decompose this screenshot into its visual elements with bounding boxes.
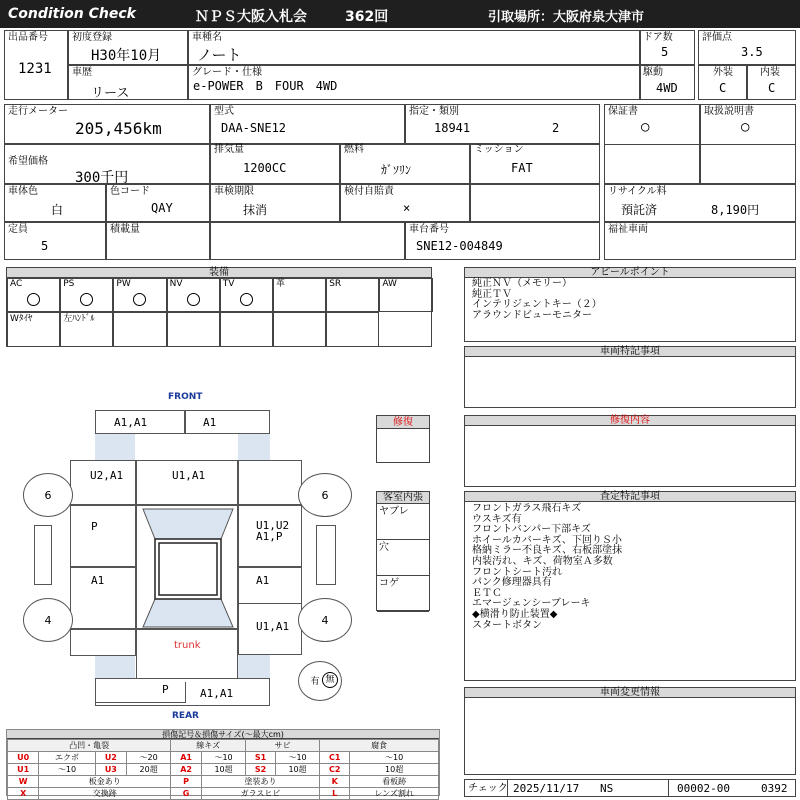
equipment-label: SR [329, 279, 342, 289]
legend-row: X 交換跡 G ガラスヒビ L レンズ割れ [8, 788, 439, 800]
fuel-value: ｶﾞｿﾘﾝ [381, 163, 412, 177]
color-value: 白 [51, 203, 64, 217]
manual-mark: ○ [741, 119, 750, 135]
inspection-box [210, 184, 340, 222]
checker-initials: NS [600, 782, 614, 795]
corner-fl [95, 434, 135, 460]
interior-label: 内装 [760, 67, 780, 78]
equipment-cell-row2 [60, 312, 113, 347]
exterior-label: 外装 [713, 67, 733, 78]
model-box [210, 104, 405, 144]
panel-rear-door-right: A1 [238, 567, 302, 629]
rear-bumper-line [95, 703, 270, 706]
equipment-check-icon [27, 293, 40, 306]
mirror-left [34, 525, 52, 585]
recycle-fee: 8,190円 [711, 203, 760, 217]
legend-table [7, 739, 439, 800]
doors-box [640, 30, 695, 65]
color-box [4, 184, 106, 222]
mission-box [470, 144, 600, 184]
grade-label: グレード・仕様 [192, 67, 262, 78]
grade-value: e-POWER B FOUR 4WD [193, 79, 338, 93]
displacement-label: 排気量 [214, 144, 244, 155]
auction-round: 362回 [345, 9, 389, 25]
capacity-value: 5 [41, 239, 49, 253]
drive-value: 4WD [656, 81, 678, 95]
load-label: 積載量 [110, 224, 140, 235]
panel-front-bumper-left: A1,A1 [95, 410, 185, 434]
model-label: 型式 [214, 106, 234, 117]
mileage-box [4, 104, 210, 144]
price-value: 300千円 [75, 170, 129, 186]
equipment-title: 装備 [7, 268, 431, 278]
tire-rear-left: 4 [23, 598, 73, 642]
cabin-row-label: コゲ [379, 578, 399, 589]
insurance-label: 検付自賠責 [344, 186, 394, 197]
front-label: FRONT [168, 392, 203, 402]
panel-fender-fr [238, 460, 302, 505]
car-name-label: 車種名 [192, 32, 222, 43]
appeal-list: 純正ＮＶ（メモリー） 純正ＴＶ インテリジェントキー（２） アラウンドビューモニター [472, 278, 602, 321]
blank-box-1 [470, 184, 600, 222]
equipment-cell-row2 [220, 312, 273, 347]
equipment-cell-TV [220, 278, 273, 312]
pickup-location: 引取場所：大阪府泉大津市 [488, 10, 645, 25]
equipment-label: 革 [276, 279, 286, 289]
equipment-cell-革 [273, 278, 326, 312]
capacity-label: 定員 [8, 224, 28, 235]
welfare-box [604, 222, 796, 260]
cabin-row-label: 穴 [379, 542, 389, 553]
equipment-check-icon [80, 293, 93, 306]
score-box [698, 30, 796, 65]
manual-box [700, 104, 796, 184]
inspection-notes-panel [464, 491, 796, 681]
legend-group-row: 凸凹・亀裂 線キズ サビ 腐食 [8, 740, 439, 752]
cabin-row [377, 540, 429, 576]
roof-glass-shape [137, 506, 239, 630]
registration-value: H30年10月 [91, 48, 162, 64]
legend-row: U0 エクボ U2 〜20 A1 〜10 S1 〜10 C1 〜10 [8, 752, 439, 764]
panel-rear-door-left: A1 [70, 567, 136, 629]
repair-detail-title: 修復内容 [465, 416, 795, 426]
footer-number: 0392 [761, 782, 788, 795]
legend-row: W 板金あり P 塗装あり K 看板跡 [8, 776, 439, 788]
history-box [68, 65, 188, 100]
equipment-cell-AC [7, 278, 60, 312]
special-title: 車両特記事項 [465, 347, 795, 357]
color-code-value: QAY [151, 201, 173, 215]
corner-fr [238, 434, 270, 460]
welfare-label: 福祉車両 [608, 224, 648, 235]
panel-quarter-left [70, 629, 136, 656]
change-info-panel [464, 687, 796, 775]
equipment-label: NV [169, 279, 183, 289]
displacement-value: 1200CC [243, 161, 287, 175]
equipment-check-icon [240, 293, 253, 306]
cabin-row [377, 504, 429, 540]
recycle-label: リサイクル料 [608, 186, 667, 197]
inspection-value: 抹消 [243, 203, 268, 217]
panel-quarter-right: U1,A1 [238, 603, 302, 655]
panel-roof [136, 505, 238, 629]
cabin-row-label: ヤブレ [379, 506, 409, 517]
manual-label: 取扱説明書 [704, 106, 754, 117]
exterior-value: C [719, 81, 727, 95]
car-name-value: ノート [197, 46, 242, 64]
check-label: チェック [468, 783, 508, 794]
capacity-box [4, 222, 106, 260]
equipment-label: TV [222, 279, 235, 289]
doors-label: ドア数 [643, 32, 673, 43]
cabin-title: 客室内張 [377, 492, 429, 504]
color-label: 車体色 [8, 186, 38, 197]
warranty-mark: ○ [641, 119, 650, 135]
score-label: 評価点 [702, 32, 732, 43]
insurance-box [340, 184, 470, 222]
check-date: 2025/11/17 [513, 782, 580, 795]
panel-front-bumper-right: A1 [185, 410, 270, 434]
chassis-label: 車台番号 [409, 224, 449, 235]
equipment-cell-row2 [326, 312, 379, 347]
model-value: DAA-SNE12 [221, 121, 287, 135]
car-name-box [188, 30, 640, 65]
designation-label: 指定・類別 [409, 106, 459, 117]
corner-rl [95, 656, 135, 678]
warranty-label: 保証書 [608, 106, 638, 117]
color-code-label: 色コード [110, 186, 150, 197]
recycle-box [604, 184, 796, 222]
footer-code: 00002-00 [677, 782, 730, 795]
cabin-row [377, 576, 429, 612]
equipment-label: PW [116, 279, 131, 289]
interior-box [747, 65, 796, 100]
doors-value: 5 [661, 45, 669, 59]
load-box [106, 222, 210, 260]
spare-label: 有 [310, 677, 320, 687]
mirror-right [316, 525, 336, 585]
change-info-title: 車両変更情報 [465, 688, 795, 698]
price-label: 希望価格 [8, 156, 48, 167]
equipment-cell-PS [60, 278, 113, 312]
legend-title: 損傷記号＆損傷サイズ(〜最大cm) [7, 730, 439, 739]
inspection-label: 車検期限 [214, 186, 254, 197]
corner-rr [238, 655, 270, 679]
equipment-check-icon [133, 293, 146, 306]
tire-rear-right: 4 [298, 598, 352, 642]
displacement-box [210, 144, 340, 184]
equipment-cell-NV [167, 278, 220, 312]
spare-mark: 無 [322, 672, 338, 688]
inspection-notes-title: 査定特記事項 [465, 492, 795, 502]
repair-box [376, 415, 430, 463]
grade-box [188, 65, 640, 100]
appeal-title: アピールポイント [465, 268, 795, 278]
panel-trunk: trunk [136, 629, 238, 679]
designation-value: 18941 [434, 121, 471, 135]
equipment-cell-row2 [7, 312, 60, 347]
repair-box-title: 修復 [377, 416, 429, 429]
equipment-label: 左ﾊﾝﾄﾞﾙ [63, 314, 95, 324]
recycle-status: 預託済 [621, 203, 658, 217]
price-box [4, 144, 210, 184]
tire-front-left: 6 [23, 473, 73, 517]
equipment-label: PS [63, 279, 75, 289]
mission-label: ミッション [474, 144, 524, 155]
legend-row: U1 〜10 U3 20超 A2 10超 S2 10超 C2 10超 [8, 764, 439, 776]
insurance-value: × [403, 201, 411, 215]
exterior-box [698, 65, 747, 100]
panel-front-door-left: P [70, 505, 136, 567]
fuel-box [340, 144, 470, 184]
special-panel [464, 346, 796, 408]
designation-box [405, 104, 600, 144]
mission-value: FAT [511, 161, 533, 175]
equipment-cell-AW [379, 278, 432, 312]
equipment-label: AW [382, 279, 397, 289]
mileage-label: 走行メーター [8, 106, 68, 117]
equipment-label: AC [10, 279, 23, 289]
warranty-box [604, 104, 700, 184]
equipment-cell-row2 [167, 312, 220, 347]
equipment-cell-SR [326, 278, 379, 312]
registration-label: 初度登録 [72, 32, 112, 43]
history-value: リース [91, 86, 130, 101]
equipment-panel [6, 267, 432, 347]
mileage-value: 205,456km [75, 119, 162, 138]
inspection-notes-list: フロントガラス飛石キズ ウスキズ有 フロントバンパー下部キズ ホイールカバーキズ、下回りＳ小 格納ミラー不良キズ、右板部塗抹 内装汚れ、キズ、荷物室Ａ多数 フロントシート汚れ パンク修理器具有 ＥＴＣ エマージェンシーブレーキ ◆横滑り防止装置◆ スタートボタン [472, 503, 623, 631]
fuel-label: 燃料 [344, 144, 364, 155]
rear-label: REAR [172, 711, 199, 721]
appeal-panel [464, 267, 796, 342]
cabin-panel [376, 491, 430, 611]
equipment-cell-row2 [273, 312, 326, 347]
equipment-label: Wﾀｲﾔ [10, 314, 33, 324]
panel-front-door-right: U1,U2 A1,P [238, 505, 302, 567]
header-bar [0, 0, 800, 28]
lot-label: 出品番号 [8, 32, 48, 43]
lot-box [4, 30, 68, 100]
equipment-cell-PW [113, 278, 166, 312]
chassis-box [405, 222, 600, 260]
repair-detail-panel [464, 415, 796, 487]
registration-box [68, 30, 188, 65]
brand-title: Condition Check [8, 6, 136, 22]
damage-diagram [0, 385, 372, 725]
panel-fender-fl: U2,A1 [70, 460, 136, 505]
drive-box [640, 65, 695, 100]
blank-box-2 [210, 222, 405, 260]
interior-value: C [768, 81, 776, 95]
class-value: 2 [552, 121, 560, 135]
tire-front-right: 6 [298, 473, 352, 517]
equipment-cell-row2 [113, 312, 166, 347]
panel-hood: U1,A1 [136, 460, 238, 505]
damage-legend [6, 729, 440, 796]
auction-name: ＮＰＳ大阪入札会 [195, 9, 307, 25]
history-label: 車歴 [72, 67, 92, 78]
spare-tire [298, 661, 342, 701]
lot-number: 1231 [18, 61, 52, 77]
chassis-value: SNE12-004849 [416, 239, 503, 253]
panel-rear-bumper: A1,A1 [185, 682, 270, 706]
score-value: 3.5 [741, 45, 763, 59]
drive-label: 駆動 [643, 67, 663, 78]
color-code-box [106, 184, 210, 222]
footer-bar [464, 779, 796, 797]
equipment-check-icon [187, 293, 200, 306]
panel-rear-gate: P [95, 678, 270, 703]
